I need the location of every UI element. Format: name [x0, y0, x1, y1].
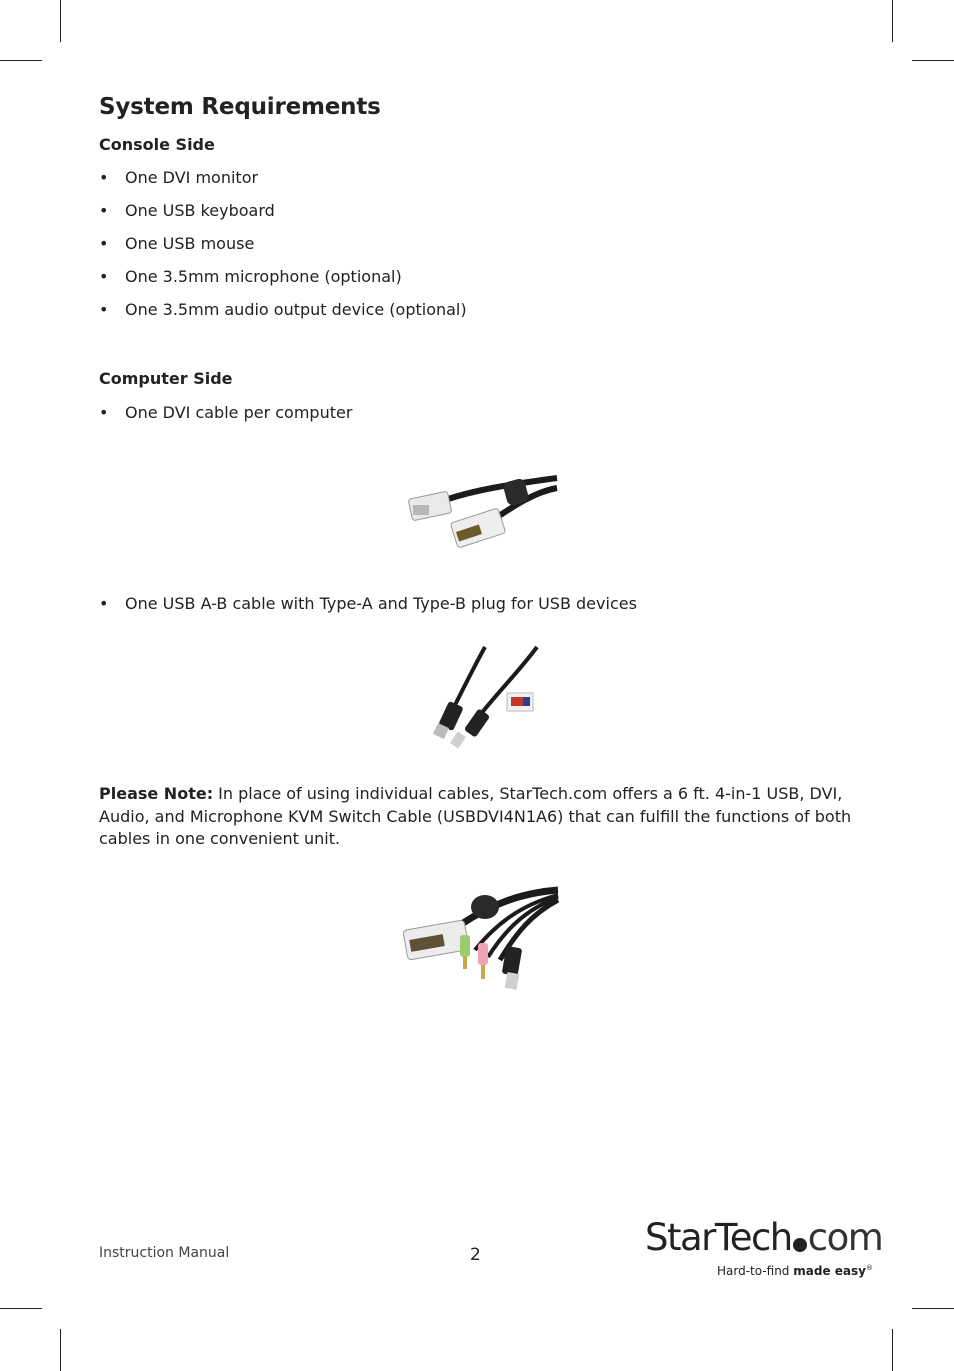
page-title: System Requirements — [99, 94, 381, 120]
list-item: • One DVI cable per computer — [99, 403, 353, 422]
list-item: • One USB keyboard — [99, 201, 275, 220]
list-item: • One DVI monitor — [99, 168, 259, 187]
startech-logo: StarTech com Hard-to-find made easy® — [645, 1216, 883, 1278]
list-item: • One 3.5mm microphone (optional) — [99, 267, 402, 286]
list-item: • One USB A-B cable with Type-A and Type-B plug for USB devices — [99, 594, 637, 613]
dvi-cable-image — [405, 470, 560, 550]
computer-side-heading: Computer Side — [99, 369, 233, 388]
crop-mark — [912, 60, 954, 61]
list-item: • One USB mouse — [99, 234, 255, 253]
crop-mark — [892, 0, 893, 42]
crop-mark — [912, 1308, 954, 1309]
crop-mark — [0, 60, 42, 61]
crop-mark — [60, 1329, 61, 1371]
crop-mark — [892, 1329, 893, 1371]
list-item: • One 3.5mm audio output device (optional) — [99, 300, 467, 319]
footer-manual-label: Instruction Manual — [99, 1245, 230, 1261]
crop-mark — [0, 1308, 42, 1309]
console-side-heading: Console Side — [99, 135, 215, 154]
logo-dot-icon — [793, 1238, 807, 1252]
crop-mark — [60, 0, 61, 42]
please-note-paragraph: Please Note: In place of using individual cables, StarTech.com offers a 6 ft. 4-in-1 USB, DVI, Audio, and Microphone KVM Switch Cable (USBDVI4N1A6) that can fulfill the functions of both cables in one convenient unit. — [99, 784, 852, 848]
kvm-cable-image — [400, 885, 560, 995]
page-number: 2 — [470, 1245, 481, 1265]
usb-cable-image — [425, 645, 545, 750]
